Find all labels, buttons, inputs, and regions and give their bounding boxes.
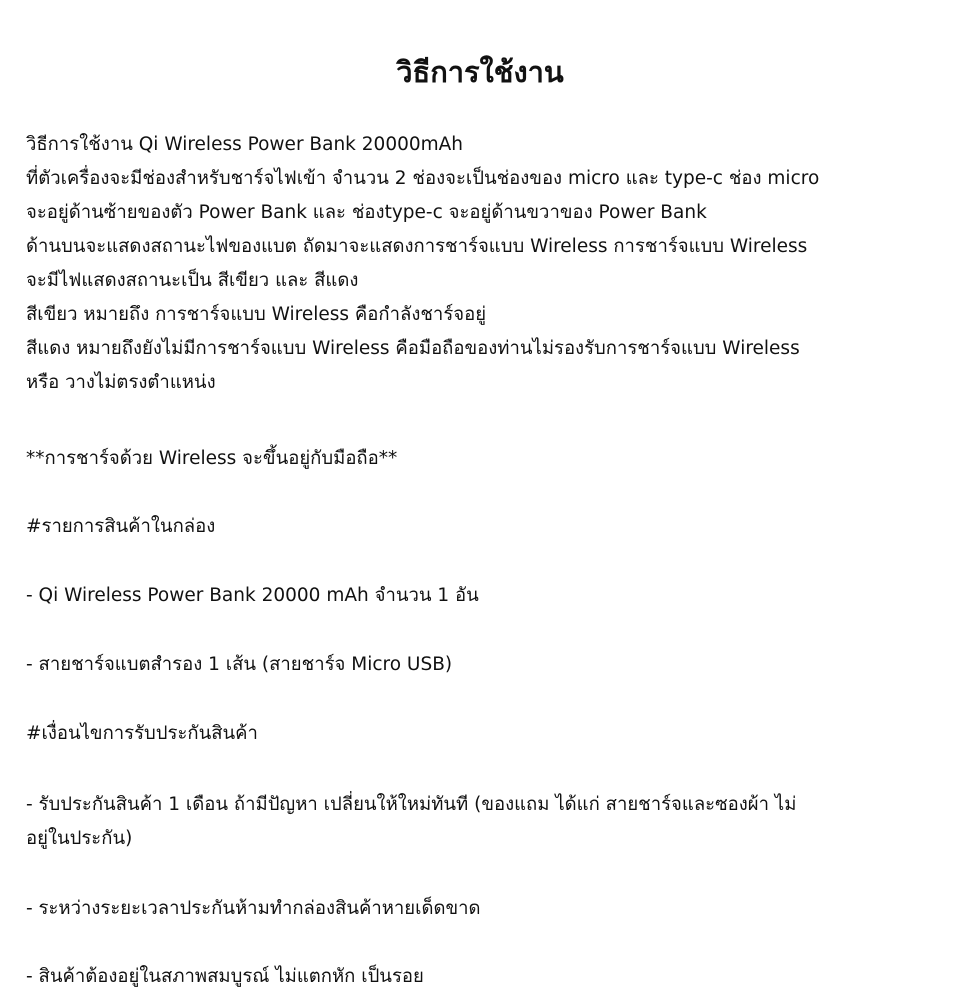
warranty-item-2: - ระหว่างระยะเวลาประกันห้ามทำกล่องสินค้าหายเด็ดขาด: [26, 898, 481, 919]
intro-line: จะมีไฟแสดงสถานะเป็น สีเขียว และ สีแดง: [26, 270, 359, 291]
wireless-note: **การชาร์จด้วย Wireless จะขึ้นอยู่กับมือถือ**: [26, 448, 398, 469]
warranty-item-1: [26, 790, 942, 858]
box-item: - สายชาร์จแบตสำรอง 1 เส้น (สายชาร์จ Micro USB): [26, 654, 453, 675]
usage-instructions: [26, 130, 942, 402]
intro-line: ด้านบนจะแสดงสถานะไฟของแบต ถัดมาจะแสดงการชาร์จแบบ Wireless การชาร์จแบบ Wireless: [26, 236, 808, 257]
intro-line: วิธีการใช้งาน Qi Wireless Power Bank 20000mAh: [26, 134, 464, 155]
intro-line: ที่ตัวเครื่องจะมีช่องสำหรับชาร์จไฟเข้า จำนวน 2 ช่องจะเป็นช่องของ micro และ type-c ช่อง micro: [26, 168, 820, 189]
box-item: - Qi Wireless Power Bank 20000 mAh จำนวน 1 อัน: [26, 585, 479, 606]
intro-line: สีแดง หมายถึงยังไม่มีการชาร์จแบบ Wireless คือมือถือของท่านไม่รองรับการชาร์จแบบ Wireless: [26, 338, 800, 359]
warranty-item-line: อยู่ในประกัน): [26, 828, 133, 849]
intro-line: หรือ วางไม่ตรงตำแหน่ง: [26, 372, 216, 393]
page-title: วิธีการใช้งาน: [396, 55, 564, 89]
warranty-heading: #เงื่อนไขการรับประกันสินค้า: [26, 723, 258, 744]
intro-line: สีเขียว หมายถึง การชาร์จแบบ Wireless คือกำลังชาร์จอยู่: [26, 304, 487, 325]
box-contents-heading: #รายการสินค้าในกล่อง: [26, 516, 216, 537]
warranty-item-line: - รับประกันสินค้า 1 เดือน ถ้ามีปัญหา เปลี่ยนให้ใหม่ทันที (ของแถม ได้แก่ สายชาร์จและซองผ้า ไม่: [26, 794, 797, 815]
intro-line: จะอยู่ด้านซ้ายของตัว Power Bank และ ช่องtype-c จะอยู่ด้านขวาของ Power Bank: [26, 202, 707, 223]
warranty-item-3: - สินค้าต้องอยู่ในสภาพสมบูรณ์ ไม่แตกหัก เป็นรอย: [26, 966, 424, 987]
